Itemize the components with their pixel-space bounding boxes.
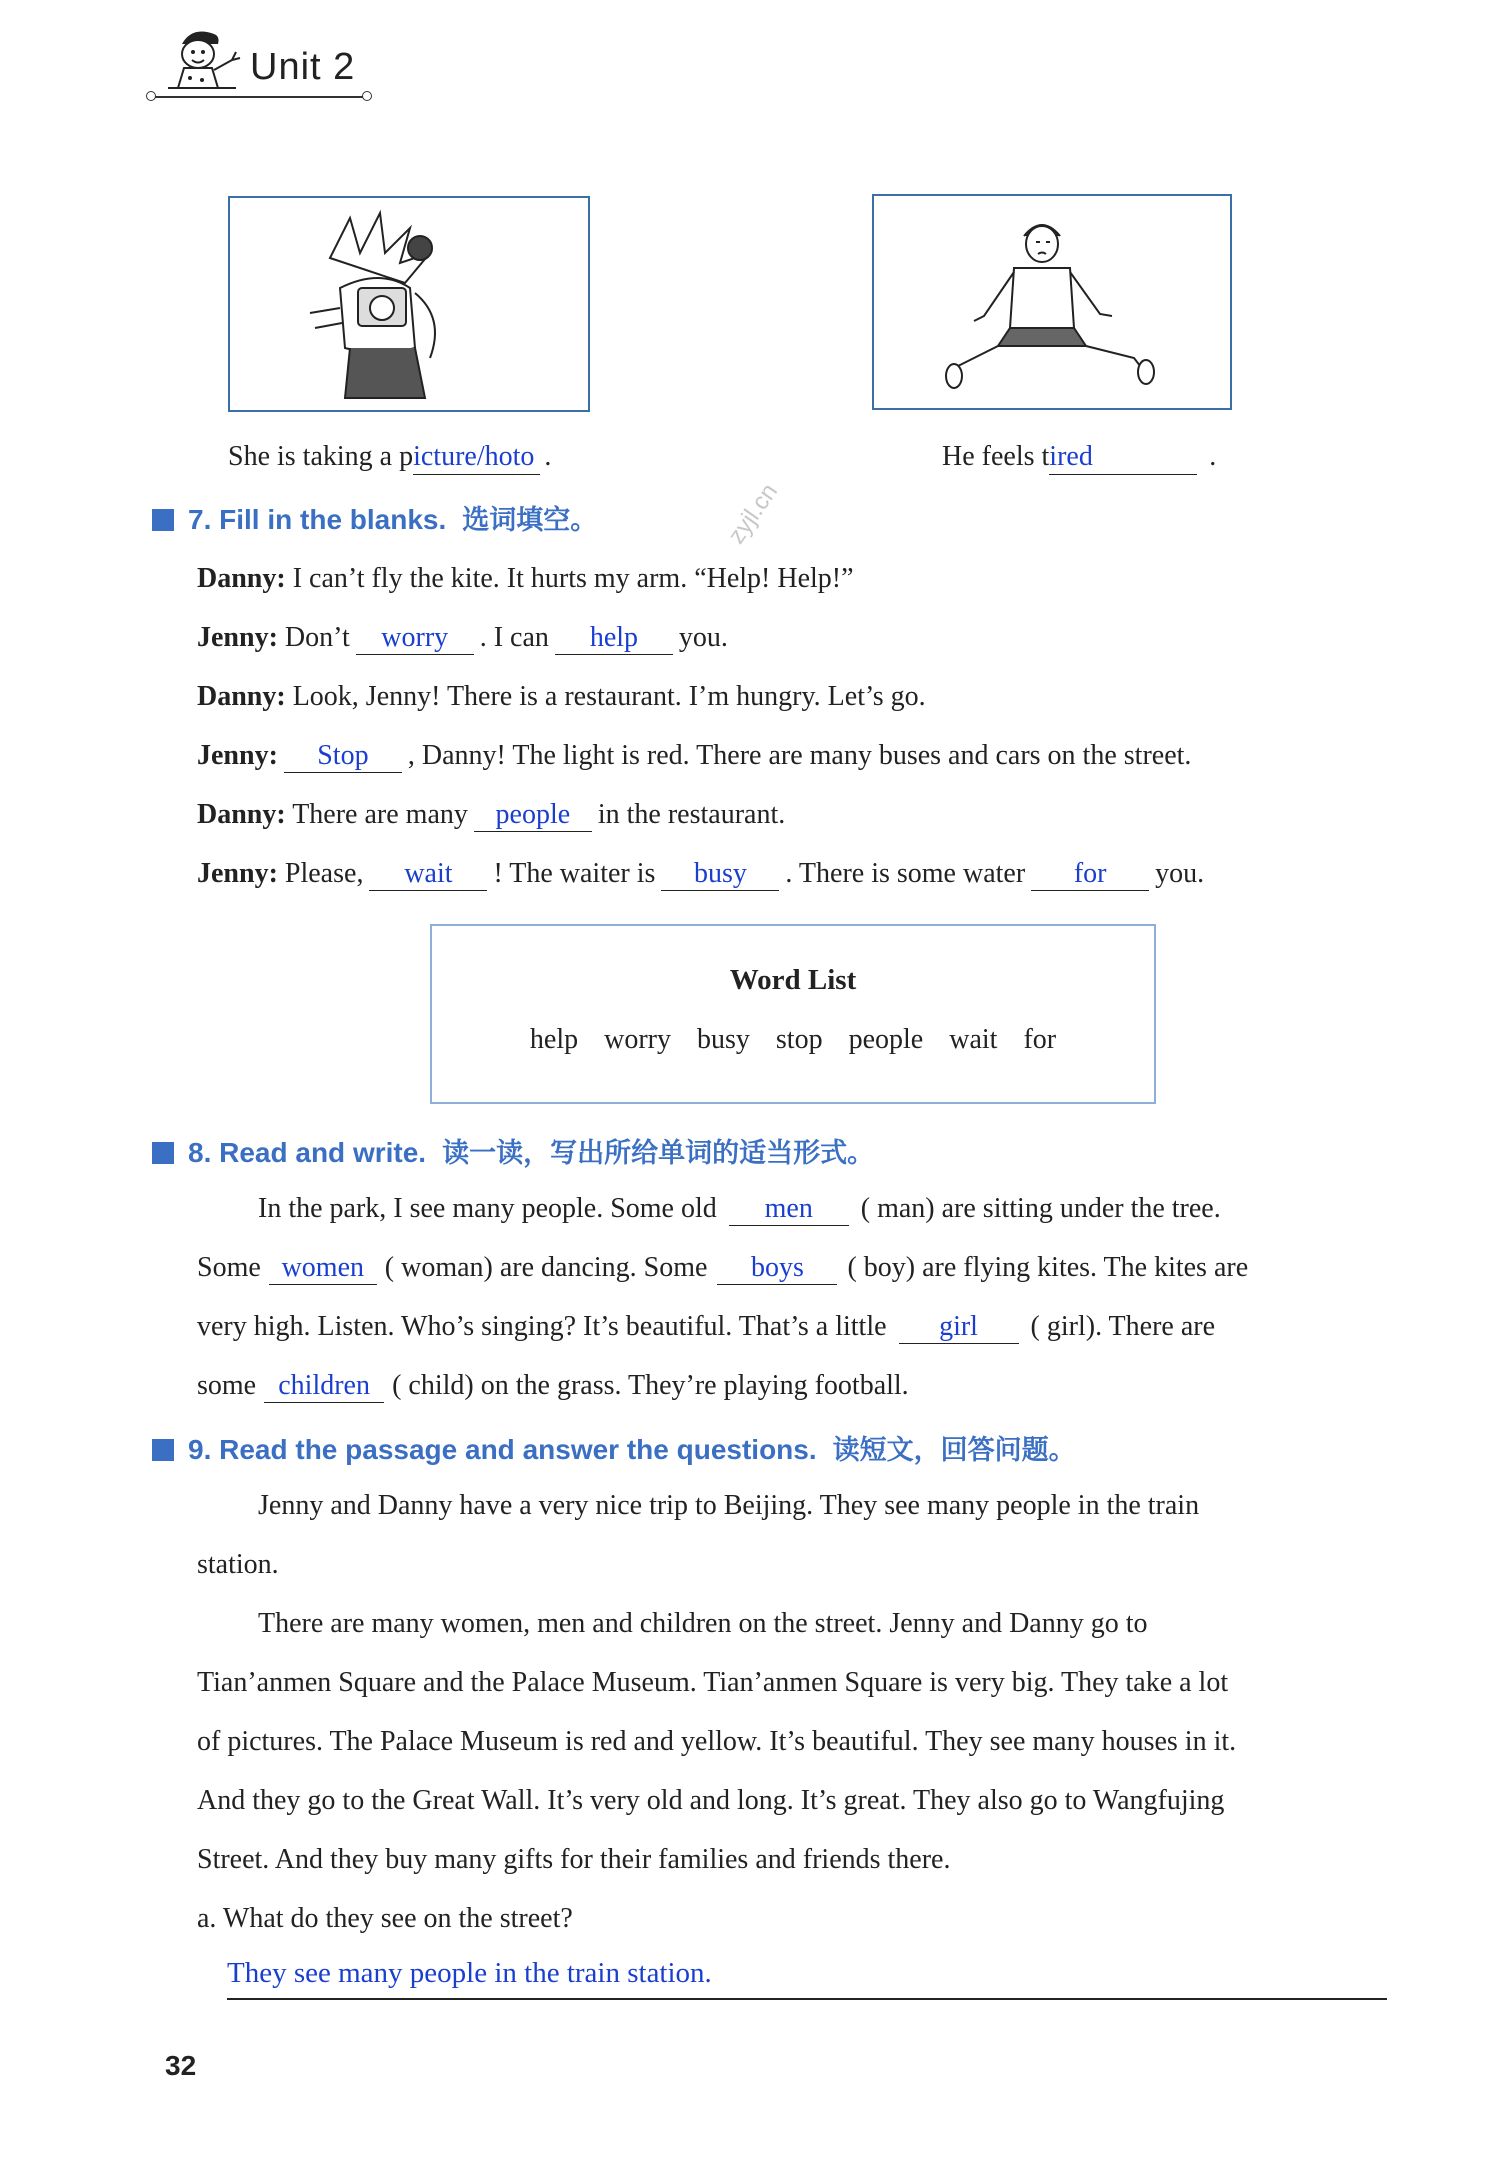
word-list-item: people bbox=[848, 1024, 924, 1055]
text: Some bbox=[197, 1252, 261, 1283]
caption-left-prefix: She is taking a p bbox=[228, 441, 414, 472]
caption-right bbox=[942, 440, 1216, 475]
dialogue-line-1 bbox=[197, 562, 854, 596]
answer-blank-wait: wait bbox=[369, 858, 487, 891]
section9-title-zh: 读短文，回答问题。 bbox=[832, 1435, 1076, 1466]
passage-line-4: Tian’anmen Square and the Palace Museum. Tian’anmen Square is very big. They take a lot bbox=[197, 1667, 1229, 1698]
word-list-item: worry bbox=[604, 1024, 671, 1055]
unit-title: Unit 2 bbox=[250, 46, 356, 88]
section7-heading bbox=[152, 498, 597, 537]
passage-line-5: of pictures. The Palace Museum is red and yellow. It’s beautiful. They see many houses in it. bbox=[197, 1726, 1237, 1757]
page-number: 32 bbox=[165, 2050, 197, 2081]
section8-title: 8. Read and write. bbox=[188, 1137, 427, 1168]
line-text: you. bbox=[678, 622, 728, 653]
text: ( boy) are flying kites. The kites are bbox=[847, 1252, 1249, 1283]
header-rule-dot-left bbox=[146, 91, 156, 101]
answer-blank-men: men bbox=[729, 1193, 849, 1226]
speaker: Jenny: bbox=[197, 622, 278, 653]
line-text: you. bbox=[1155, 858, 1205, 889]
text: very high. Listen. Who’s singing? It’s beautiful. That’s a little bbox=[197, 1311, 887, 1342]
speaker: Jenny: bbox=[197, 740, 278, 771]
caption-right-prefix: He feels t bbox=[942, 441, 1050, 472]
section8-title-zh: 读一读，写出所给单词的适当形式。 bbox=[442, 1138, 875, 1169]
answer-blank-help: help bbox=[555, 622, 673, 655]
cartoon-boy-icon bbox=[162, 22, 242, 94]
passage-line-7: Street. And they buy many gifts for their families and friends there. bbox=[197, 1844, 951, 1875]
answer-blank-busy: busy bbox=[661, 858, 779, 891]
passage-line-6: And they go to the Great Wall. It’s very old and long. It’s great. They also go to Wangfujing bbox=[197, 1785, 1225, 1816]
answer-blank-people: people bbox=[474, 799, 592, 832]
word-list-title: Word List bbox=[729, 964, 857, 996]
text: some bbox=[197, 1370, 257, 1401]
passage-line-2: station. bbox=[197, 1549, 279, 1580]
answer-blank-women: women bbox=[269, 1252, 377, 1285]
girl-with-camera-icon bbox=[230, 198, 588, 410]
answer-line bbox=[227, 1998, 1387, 2000]
line-text: . I can bbox=[479, 622, 549, 653]
section8-heading bbox=[152, 1131, 874, 1170]
text: ( woman) are dancing. Some bbox=[384, 1252, 708, 1283]
word-list-item: stop bbox=[775, 1024, 823, 1055]
answer-blank-worry: worry bbox=[356, 622, 474, 655]
dialogue-line-5 bbox=[197, 798, 785, 832]
word-list-item: busy bbox=[696, 1024, 750, 1055]
line-text: ! The waiter is bbox=[493, 858, 656, 889]
word-list-item: for bbox=[1023, 1024, 1057, 1055]
word-list-item: help bbox=[529, 1024, 579, 1055]
text: ( man) are sitting under the tree. bbox=[860, 1193, 1221, 1224]
section8-line-4 bbox=[197, 1369, 909, 1403]
section8-line-3 bbox=[197, 1310, 1215, 1344]
caption-left-answer: icture/hoto bbox=[413, 440, 540, 475]
dialogue-line-2 bbox=[197, 621, 728, 655]
section7-title-zh: 选词填空。 bbox=[462, 505, 598, 536]
text: ( child) on the grass. They’re playing football. bbox=[392, 1370, 909, 1401]
dialogue-line-6 bbox=[197, 857, 1204, 891]
answer-blank-children: children bbox=[264, 1370, 384, 1403]
header-rule bbox=[150, 96, 368, 98]
header-rule-dot-right bbox=[362, 91, 372, 101]
speaker: Danny: bbox=[197, 799, 286, 830]
word-list-item: wait bbox=[949, 1024, 998, 1055]
answer-blank-boys: boys bbox=[717, 1252, 837, 1285]
caption-left-suffix: . bbox=[544, 441, 552, 472]
picture-box-camera bbox=[228, 196, 590, 412]
passage-line-3: There are many women, men and children on the street. Jenny and Danny go to bbox=[258, 1608, 1148, 1639]
section-marker-icon bbox=[152, 509, 174, 531]
line-text: There are many bbox=[292, 799, 468, 830]
text: ( girl). There are bbox=[1030, 1311, 1216, 1342]
question-a: a. What do they see on the street? bbox=[197, 1903, 573, 1934]
speaker: Danny: bbox=[197, 681, 286, 712]
speaker: Jenny: bbox=[197, 858, 278, 889]
word-list bbox=[432, 1024, 1154, 1056]
section7-title: 7. Fill in the blanks. bbox=[188, 504, 447, 535]
line-text: Don’t bbox=[284, 622, 350, 653]
section8-line-2 bbox=[197, 1251, 1248, 1285]
text: In the park, I see many people. Some old bbox=[258, 1193, 717, 1224]
passage-line-1: Jenny and Danny have a very nice trip to Beijing. They see many people in the train bbox=[258, 1490, 1200, 1521]
section9-title: 9. Read the passage and answer the questions. bbox=[188, 1434, 817, 1465]
section9-heading bbox=[152, 1428, 1076, 1467]
line-text: Please, bbox=[284, 858, 364, 889]
line-text: , Danny! The light is red. There are many buses and cars on the street. bbox=[407, 740, 1192, 771]
word-list-box bbox=[430, 924, 1156, 1104]
caption-right-answer: ired bbox=[1049, 440, 1197, 475]
line-text: Look, Jenny! There is a restaurant. I’m hungry. Let’s go. bbox=[292, 681, 926, 712]
caption-left bbox=[228, 440, 551, 475]
answer-blank-girl: girl bbox=[899, 1311, 1019, 1344]
answer-blank-for: for bbox=[1031, 858, 1149, 891]
answer-blank-stop: Stop bbox=[284, 740, 402, 773]
caption-right-suffix: . bbox=[1209, 441, 1217, 472]
line-text: . There is some water bbox=[785, 858, 1026, 889]
speaker: Danny: bbox=[197, 563, 286, 594]
line-text: in the restaurant. bbox=[597, 799, 786, 830]
answer-a: They see many people in the train station. bbox=[227, 1957, 712, 1989]
line-text: I can’t fly the kite. It hurts my arm. “Help! Help!” bbox=[292, 563, 854, 594]
picture-box-tired bbox=[872, 194, 1232, 410]
tired-boy-icon bbox=[874, 196, 1230, 408]
dialogue-line-3 bbox=[197, 680, 926, 714]
dialogue-line-4 bbox=[197, 739, 1191, 773]
section-marker-icon bbox=[152, 1142, 174, 1164]
section8-line-1 bbox=[258, 1192, 1221, 1226]
watermark: zyjl.cn bbox=[722, 478, 784, 549]
section-marker-icon bbox=[152, 1439, 174, 1461]
